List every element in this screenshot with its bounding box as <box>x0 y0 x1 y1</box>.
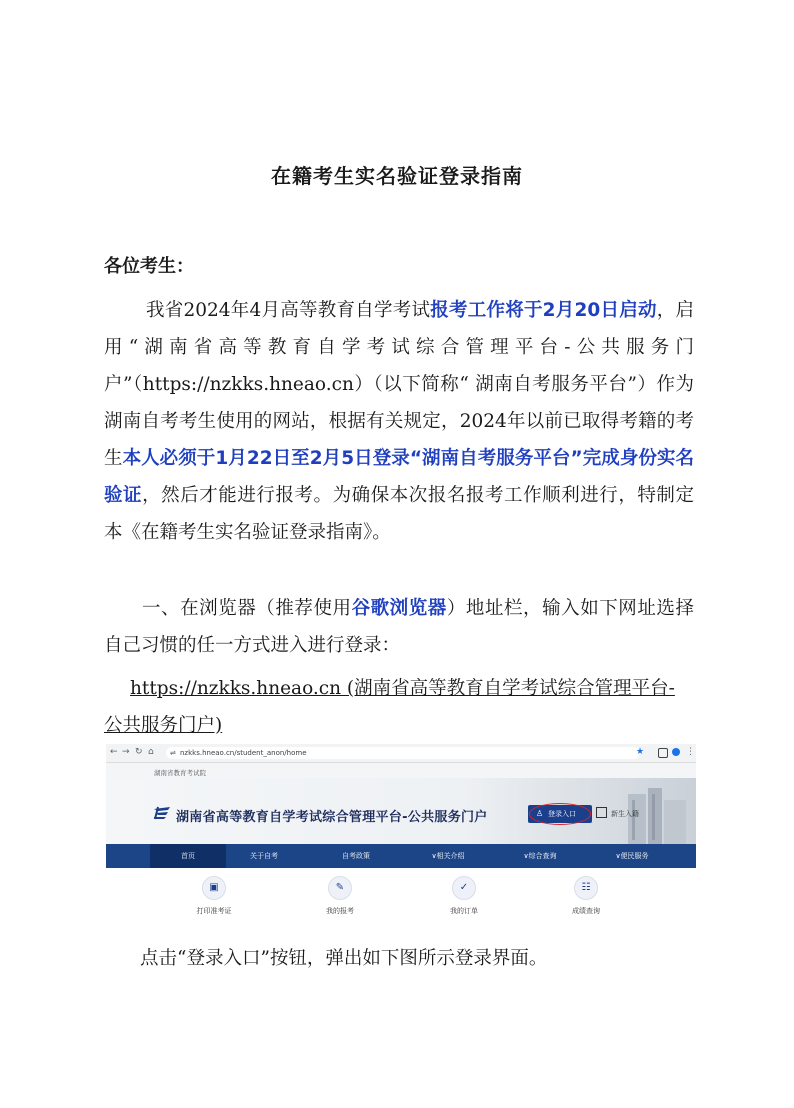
profile-icon[interactable] <box>672 748 680 756</box>
browser-toolbar <box>106 744 696 763</box>
nav-home[interactable]: 首页 <box>150 844 226 868</box>
bookmark-star-icon[interactable]: ★ <box>636 747 645 757</box>
quick-my-orders[interactable] <box>434 876 494 916</box>
intro-highlight-verification: 本人必须于1月22日至2月5日登录“湖南自考服务平台”完成身份实名验证 <box>104 448 694 506</box>
score-query-icon: ☷ <box>574 876 598 900</box>
intro-highlight-start-date: 报考工作将于2月20日启动 <box>430 300 657 321</box>
login-highlight-ring <box>529 803 591 825</box>
quick-score-query[interactable] <box>556 876 616 916</box>
portal-title: 湖南省高等教育自学考试综合管理平台-公共服务门户 <box>176 810 488 825</box>
quick-label: 我的订单 <box>450 907 478 915</box>
quick-label: 我的报考 <box>326 907 354 915</box>
page-title: 在籍考生实名验证登录指南 <box>271 164 523 188</box>
paragraph-intro <box>104 292 694 551</box>
org-name: 湖南省教育考试院 <box>154 769 206 777</box>
quick-label: 打印准考证 <box>196 907 232 915</box>
step-one-text-1: 一、在浏览器（推荐使用 <box>142 598 352 619</box>
portal-navbar <box>106 844 696 868</box>
screenshot-caption: 点击“登录入口”按钮，弹出如下图所示登录界面。 <box>140 948 548 969</box>
quick-print-admission[interactable] <box>184 876 244 916</box>
enroll-button[interactable] <box>596 805 639 823</box>
menu-kebab-icon[interactable]: ⋮ <box>686 747 695 757</box>
sidepanel-icon[interactable] <box>658 748 668 758</box>
portal-link[interactable] <box>104 670 704 744</box>
back-icon[interactable]: ← <box>110 747 118 757</box>
salutation: 各位考生： <box>104 256 194 277</box>
registration-icon: ✎ <box>328 876 352 900</box>
intro-text-2: ，启用“湖南省高等教育自学考试综合管理平台-公共服务门户”（https://nzkks.hneao.cn）（以下简称“ 湖南自考服务平台”）作为湖南自考考生使用的网站，根据有关规定，2024年以前已取得考籍的考生 <box>104 300 694 469</box>
admission-ticket-icon: ▣ <box>202 876 226 900</box>
quick-my-registration[interactable] <box>310 876 370 916</box>
home-icon[interactable]: ⌂ <box>148 747 154 757</box>
quick-label: 成绩查询 <box>572 907 600 915</box>
portal-logo-icon <box>152 806 172 820</box>
nav-about[interactable]: 关于自考 <box>250 852 278 860</box>
portal-banner <box>106 778 696 844</box>
intro-text-3: ，然后才能进行报考。为确保本次报名报考工作顺利进行，特制定本《在籍考生实名验证登录指南》。 <box>104 485 694 543</box>
nav-intro[interactable]: ∨相关介绍 <box>431 852 465 860</box>
intro-text-1: 我省2024年4月高等教育自学考试 <box>146 300 431 321</box>
user-icon: ♙ <box>536 809 544 818</box>
step-one-text-2: ）地址栏，输入如下网址选择自己习惯的任一方式进入进行登录： <box>104 598 694 656</box>
step-one-highlight-browser: 谷歌浏览器 <box>351 598 447 619</box>
reload-icon[interactable]: ↻ <box>135 747 143 757</box>
paragraph-step-one <box>104 590 694 664</box>
nav-policy[interactable]: 自考政策 <box>342 852 370 860</box>
quick-links <box>106 868 696 936</box>
portal-screenshot <box>106 744 696 936</box>
orders-icon: ✓ <box>452 876 476 900</box>
forward-icon[interactable]: → <box>122 747 130 757</box>
enroll-button-label: 新生入籍 <box>611 810 639 818</box>
site-info-icon[interactable]: ⇌ <box>170 749 176 757</box>
enroll-icon <box>596 807 607 818</box>
address-text[interactable]: nzkks.hneao.cn/student_anon/home <box>180 749 307 757</box>
portal-link-line-2[interactable]: 公共服务门户) <box>104 715 223 736</box>
login-button-label: 登录入口 <box>548 810 576 818</box>
portal-link-line-1[interactable]: https://nzkks.hneao.cn (湖南省高等教育自学考试综合管理平台- <box>130 678 675 699</box>
nav-services[interactable]: ∨便民服务 <box>615 852 649 860</box>
nav-query[interactable]: ∨综合查询 <box>523 852 557 860</box>
